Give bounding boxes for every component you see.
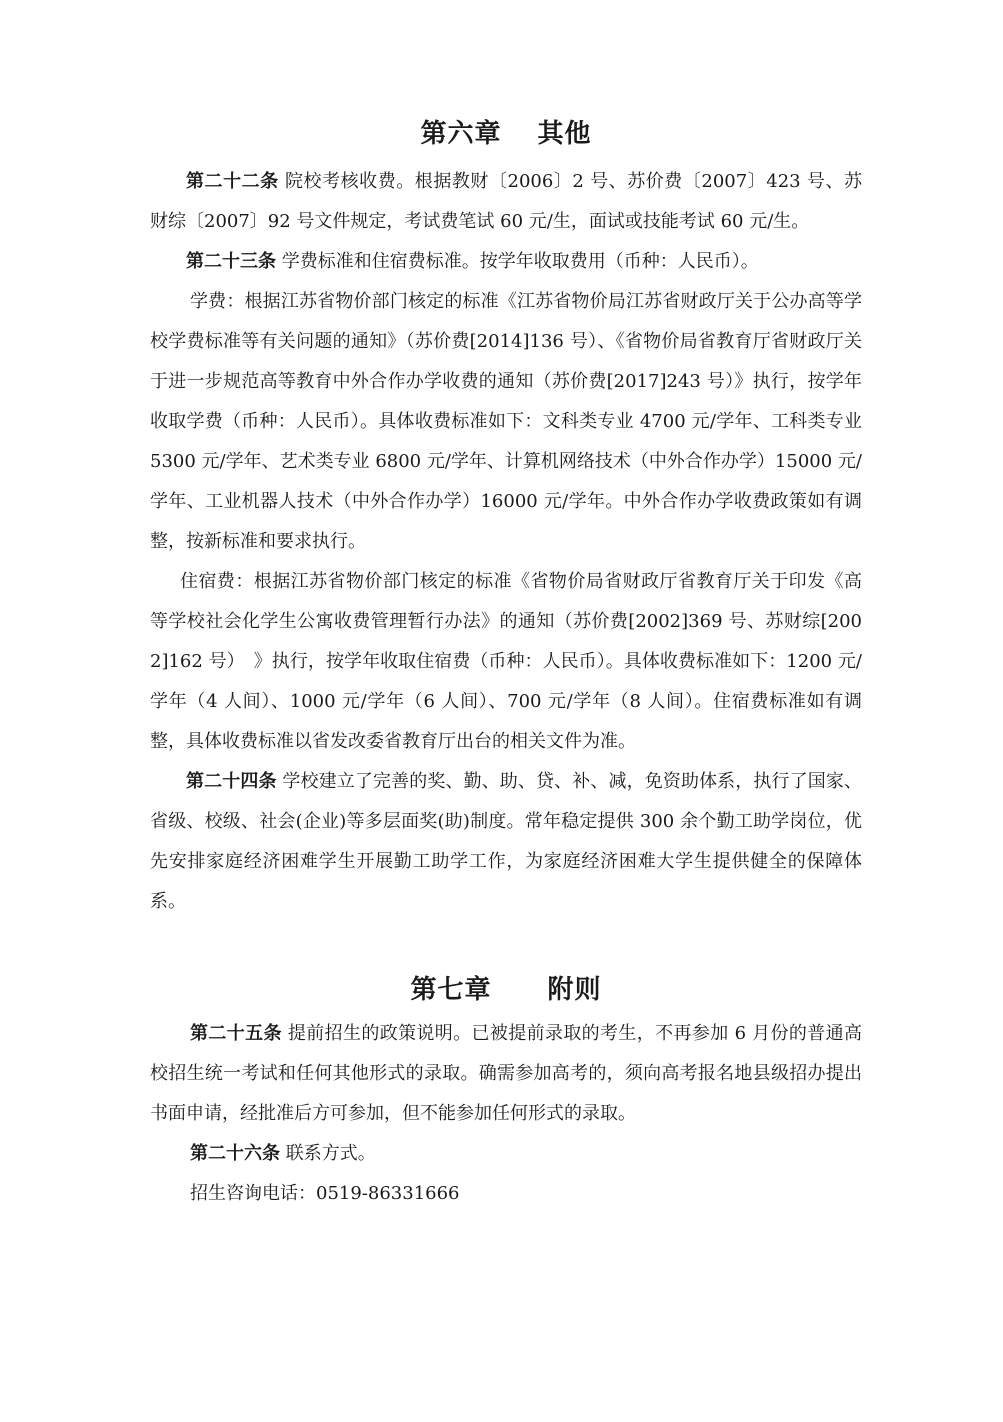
document-page — [150, 112, 862, 1214]
article-23-text: 学费标准和住宿费标准。按学年收取费用（币种：人民币）。 — [281, 251, 759, 272]
lodging-paragraph: 住宿费：根据江苏省物价部门核定的标准《省物价局省财政厅省教育厅关于印发《高等学校社会化学生公寓收费管理暂行办法》的通知（苏价费[2002]369 号、苏财综[2002]162 号） 》执行，按学年收取住宿费（币种：人民币）。具体收费标准如下：1200 元/学年（4 人间）、1000 元/学年（6 人间）、700 元/学年（8 人间）。住宿费标准如有调整，具体收费标准以省发改委省教育厅出台的相关文件为准。 — [150, 571, 862, 752]
article-24 — [150, 762, 862, 922]
article-23-label: 第二十三条 — [186, 251, 276, 272]
contact-phone: 招生咨询电话：0519-86331666 — [190, 1183, 460, 1204]
article-25 — [150, 1014, 862, 1134]
article-22 — [150, 162, 862, 242]
article-22-text: 院校考核收费。根据教财〔2006〕2 号、苏价费〔2007〕423 号、苏财综〔2007〕92 号文件规定，考试费笔试 60 元/生，面试或技能考试 60 元/生。 — [150, 171, 862, 232]
chapter-7-body — [150, 1014, 862, 1214]
chapter-6-title — [150, 112, 862, 156]
chapter-6-body — [150, 162, 862, 922]
chapter-7-name: 附则 — [547, 975, 602, 1005]
article-24-label: 第二十四条 — [186, 771, 277, 792]
article-23 — [150, 242, 862, 282]
chapter-6-name: 其他 — [537, 119, 592, 149]
chapter-6-number: 第六章 — [420, 119, 502, 149]
article-24-text: 学校建立了完善的奖、勤、助、贷、补、减，免资助体系，执行了国家、省级、校级、社会(企业)等多层面奖(助)制度。常年稳定提供 300 余个勤工助学岗位，优先安排家庭经济困难学生开展勤工助学工作，为家庭经济困难大学生提供健全的保障体系。 — [150, 771, 862, 912]
article-26-label: 第二十六条 — [190, 1143, 280, 1164]
article-26 — [150, 1134, 862, 1174]
chapter-7-title — [150, 968, 862, 1012]
article-25-text: 提前招生的政策说明。已被提前录取的考生，不再参加 6 月份的普通高校招生统一考试和任何其他形式的录取。确需参加高考的，须向高考报名地县级招办提出书面申请，经批准后方可参加，但不能参加任何形式的录取。 — [150, 1023, 862, 1124]
chapter-7-number: 第七章 — [410, 975, 492, 1005]
article-22-label: 第二十二条 — [186, 171, 279, 192]
article-25-label: 第二十五条 — [190, 1023, 282, 1044]
article-26-text: 联系方式。 — [285, 1143, 376, 1164]
tuition-paragraph: 学费：根据江苏省物价部门核定的标准《江苏省物价局江苏省财政厅关于公办高等学校学费标准等有关问题的通知》（苏价费[2014]136 号）、《省物价局省教育厅省财政厅关于进一步规范高等教育中外合作办学收费的通知（苏价费[2017]243 号）》执行，按学年收取学费（币种：人民币）。具体收费标准如下：文科类专业 4700 元/学年、工科类专业 5300 元/学年、艺术类专业 6800 元/学年、计算机网络技术（中外合作办学）15000 元/学年、工业机器人技术（中外合作办学）16000 元/学年。中外合作办学收费政策如有调整，按新标准和要求执行。 — [150, 291, 862, 552]
